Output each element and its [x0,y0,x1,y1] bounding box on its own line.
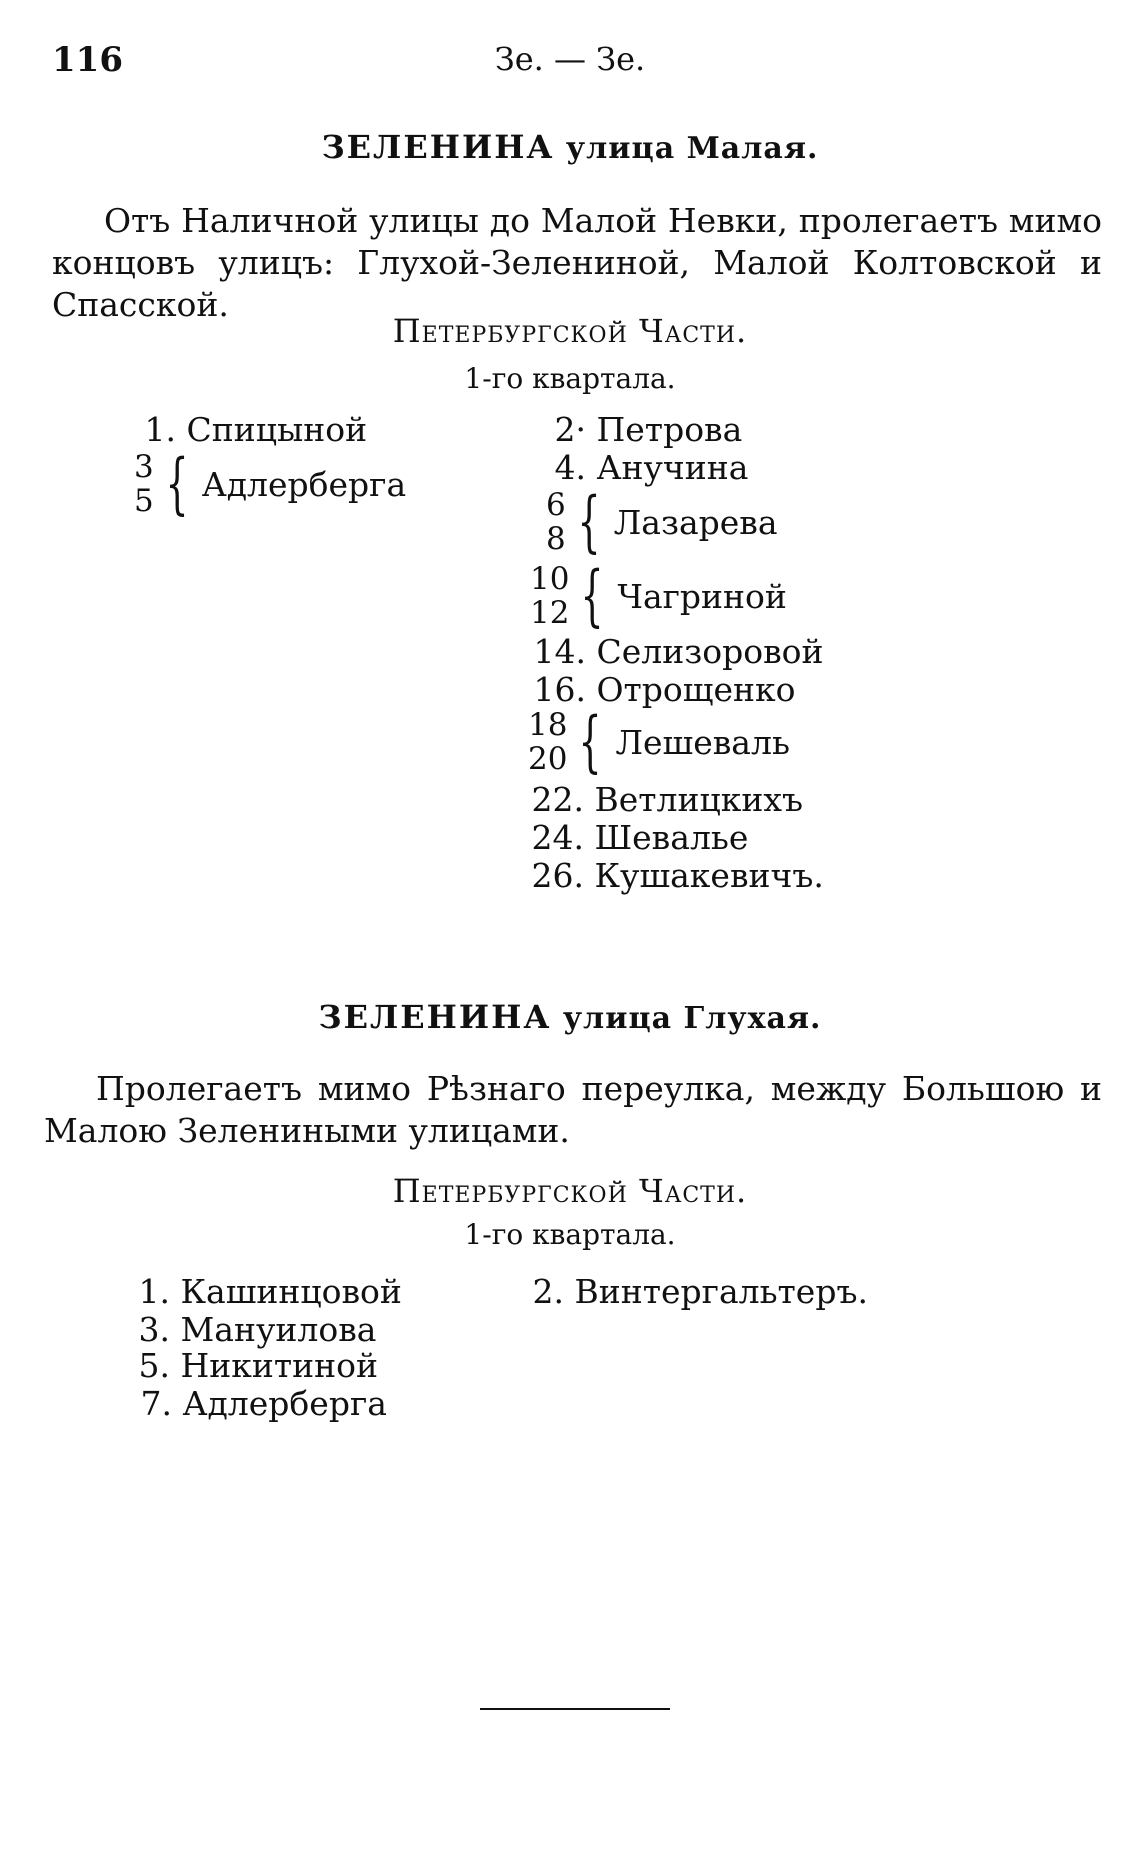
owner-name: Адлерберга [182,1384,387,1423]
list-item-grouped [528,703,790,780]
house-number: 22. [531,780,584,819]
list-item [132,1384,387,1424]
list-item [530,632,824,672]
owner-name: Петрова [596,410,743,449]
owner-name: Кашинцовой [180,1272,402,1311]
house-number: 18 [528,707,568,743]
owner-name: Анучина [596,448,749,487]
brace-glyph: { [578,703,603,780]
section-title-malaya [0,128,1140,166]
list-item [132,1346,378,1386]
running-head: Зе. — Зе. [494,40,646,78]
owner-name: Мануилова [180,1310,377,1349]
house-number: 7. [140,1384,172,1423]
section-description: Пролегаетъ мимо Рѣзнаго переулка, между Большою и Малою Зелениными улицами. [44,1069,1102,1150]
house-number: 2· [554,410,586,449]
list-item [132,1272,402,1312]
house-number: 6 [546,487,566,523]
list-item [526,780,803,820]
house-number: 8 [546,521,566,557]
owner-name: Адлерберга [201,464,407,504]
closing-rule [480,1708,670,1710]
quarter-label: 1-го квартала. [464,362,676,395]
list-item [530,670,796,710]
house-number: 14. [533,632,586,671]
house-number: 1. [144,410,176,449]
house-number: 2. [532,1272,564,1311]
house-number-group [134,450,154,518]
section-title-rest: улица Малая. [554,131,819,166]
house-number: 5 [134,483,154,519]
brace-glyph: { [580,557,605,634]
house-number-group [546,488,566,556]
list-item-grouped [530,557,787,634]
section-title-glukhaya [0,998,1140,1036]
owner-name: Лазарева [613,502,778,542]
list-item [526,1272,868,1312]
list-item [140,410,367,450]
house-number-group [528,708,567,776]
list-item [526,856,824,896]
list-item [526,818,748,858]
house-number: 10 [530,561,570,597]
district-label: Петербургской Части. [392,1172,748,1210]
section-title-bold: ЗЕЛЕНИНА [318,998,552,1036]
house-number: 5. [138,1346,170,1385]
house-number: 3. [138,1310,170,1349]
house-number: 1. [138,1272,170,1311]
house-number-group [530,562,569,630]
quarter-label: 1-го квартала. [464,1218,676,1251]
house-number: 20 [528,741,568,777]
district-label: Петербургской Части. [392,312,748,350]
section-title-bold: ЗЕЛЕНИНА [321,128,555,166]
page-number: 116 [52,40,123,80]
owner-name: Отрощенко [596,670,796,709]
list-item-grouped [134,445,407,522]
owner-name: Ветлицкихъ [594,780,803,819]
owner-name: Лешеваль [615,722,790,762]
list-item-grouped [546,483,778,560]
section-title-rest: улица Глухая. [551,1001,822,1036]
brace-glyph: { [577,483,601,560]
house-number: 3 [134,449,154,485]
owner-name: Селизоровой [596,632,824,671]
house-number: 4. [554,448,586,487]
owner-name: Спицыной [186,410,368,449]
house-number: 24. [531,818,584,857]
house-number: 26. [531,856,584,895]
owner-name: Кушакевичъ. [594,856,824,895]
section-description: Отъ Наличной улицы до Малой Невки, пролегаетъ мимо концовъ улицъ: Глухой-Зелениной, Малой Колтовской и Спасской. [52,201,1102,324]
owner-name: Шевалье [594,818,749,857]
list-item [530,410,742,450]
list-item [132,1310,376,1350]
house-number: 12 [530,595,570,631]
house-number: 16. [533,670,586,709]
list-item [530,448,748,488]
owner-name: Чагриной [617,576,787,616]
owner-name: Винтергальтеръ. [574,1272,868,1311]
brace-glyph: { [165,445,189,522]
owner-name: Никитиной [180,1346,379,1385]
